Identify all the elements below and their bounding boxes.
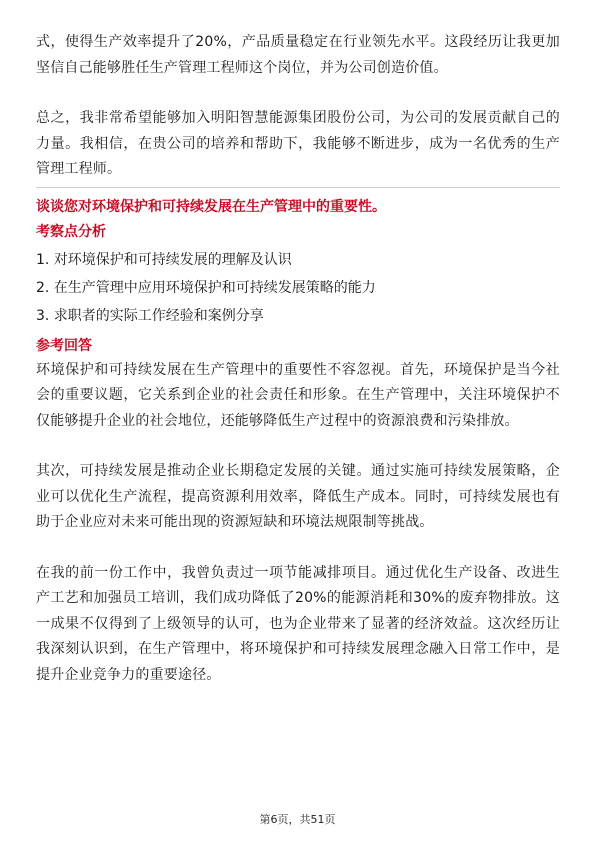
question-heading: 谈谈您对环境保护和可持续发展在生产管理中的重要性。 <box>36 198 386 215</box>
answer-paragraph-3: 在我的前一份工作中，我曾负责过一项节能减排项目。通过优化生产设备、改进生产工艺和加强员工培训，我们成功降低了20%的能源消耗和30%的废弃物排放。这一成果不仅得到了上级领导的认可，也为企业带来了显著的经济效益。这次经历让我深刻认识到，在生产管理中，将环境保护和可持续发展理念融入日常工作中，是提升企业竞争力的重要途径。 <box>36 564 560 683</box>
section-divider <box>36 187 560 188</box>
paragraph-gap <box>36 81 560 106</box>
analysis-item: 1. 对环境保护和可持续发展的理解及认识 <box>36 251 292 268</box>
analysis-title: 考察点分析 <box>36 223 106 240</box>
document-page <box>36 30 560 688</box>
intro-paragraph-2: 总之，我非常希望能够加入明阳智慧能源集团股份公司，为公司的发展贡献自己的力量。我相信，在贵公司的培养和帮助下，我能够不断进步，成为一名优秀的生产管理工程师。 <box>36 110 560 177</box>
analysis-list <box>36 246 560 330</box>
page-number-footer: 第6页，共51页 <box>259 813 336 826</box>
answer-title: 参考回答 <box>36 337 92 354</box>
paragraph-gap <box>36 536 560 561</box>
analysis-item: 2. 在生产管理中应用环境保护和可持续发展策略的能力 <box>36 279 376 296</box>
answer-paragraph-2: 其次，可持续发展是推动企业长期稳定发展的关键。通过实施可持续发展策略，企业可以优化生产流程，提高资源利用效率，降低生产成本。同时，可持续发展也有助于企业应对未来可能出现的资源短缺和环境法规限制等挑战。 <box>36 463 560 530</box>
answer-paragraph-1: 环境保护和可持续发展在生产管理中的重要性不容忽视。首先，环境保护是当今社会的重要议题，它关系到企业的社会责任和形象。在生产管理中，关注环境保护不仅能够提升企业的社会地位，还能够降低生产过程中的资源浪费和污染排放。 <box>36 361 560 429</box>
intro-paragraph-1: 式，使得生产效率提升了20%，产品质量稳定在行业领先水平。这段经历让我更加坚信自己能够胜任生产管理工程师这个岗位，并为公司创造价值。 <box>36 34 560 76</box>
analysis-item: 3. 求职者的实际工作经验和案例分享 <box>36 307 264 324</box>
paragraph-gap <box>36 434 560 459</box>
